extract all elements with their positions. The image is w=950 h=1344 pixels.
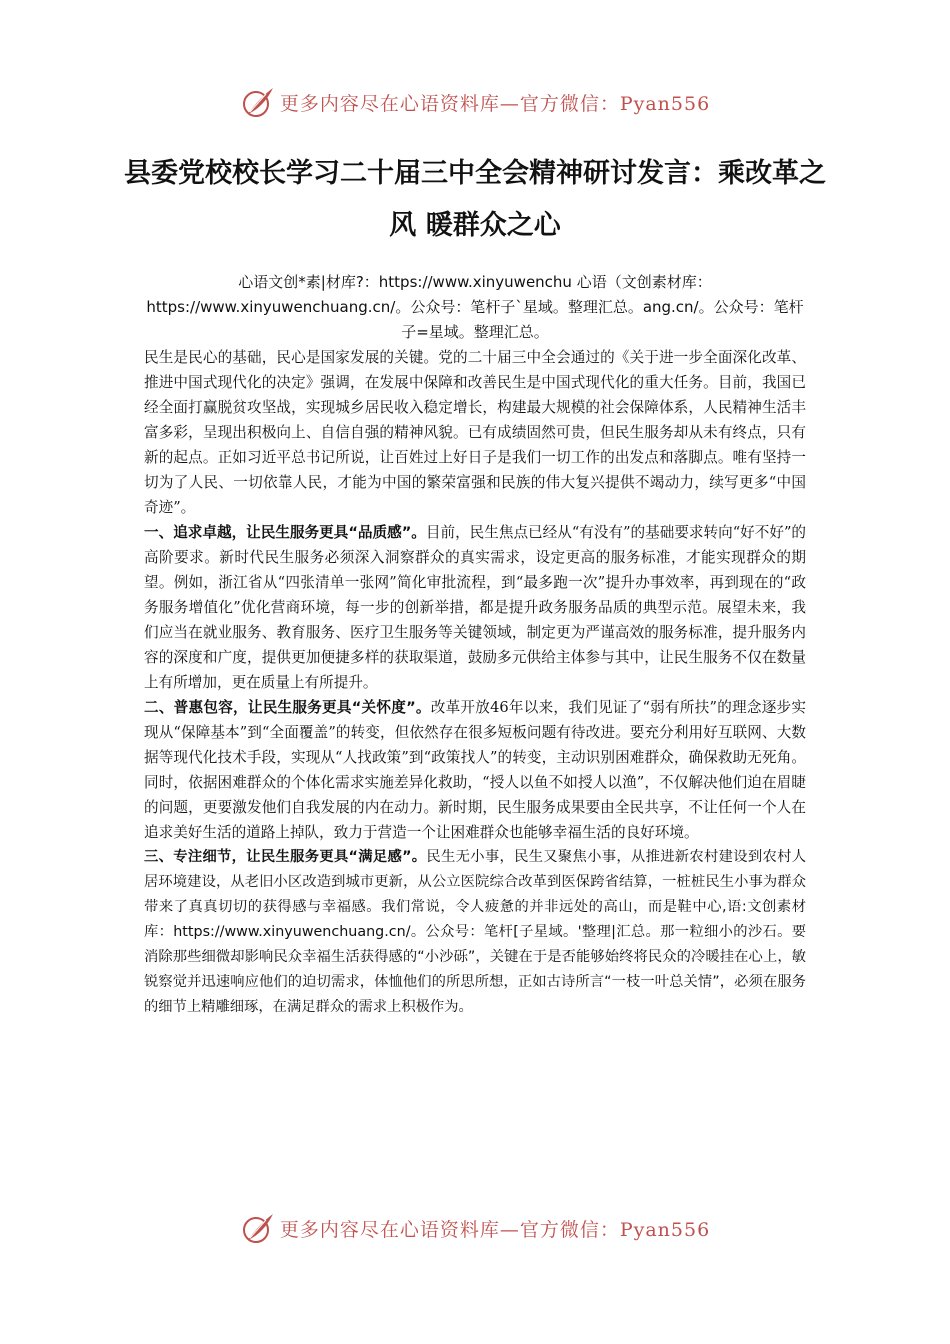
section-3-heading: 三、专注细节，让民生服务更具“满足感”。 <box>144 849 427 865</box>
intro-paragraph: 民生是民心的基础，民心是国家发展的关键。党的二十届三中全会通过的《关于进一步全面深化改革、推进中国式现代化的决定》强调，在发展中保障和改善民生是中国式现代化的重大任务。目前，我国已经全面打赢脱贫攻坚战，实现城乡居民收入稳定增长，构建最大规模的社会保障体系，人民精神生活丰富多彩，呈现出积极向上、自信自强的精神风貌。已有成绩固然可贵，但民生服务却从未有终点，只有新的起点。正如习近平总书记所说，让百姓过上好日子是我们一切工作的出发点和落脚点。唯有坚持一切为了人民、一切依靠人民，才能为中国的繁荣富强和民族的伟大复兴提供不竭动力，续写更多“中国奇迹”。 <box>144 349 806 516</box>
section-1-heading: 一、追求卓越，让民生服务更具“品质感”。 <box>144 524 426 541</box>
footer-banner <box>0 1208 950 1248</box>
header-banner <box>0 82 950 122</box>
section-3-text: 民生无小事，民生又聚焦小事，从推进新农村建设到农村人居环境建设，从老旧小区改造到城市更新，从公立医院综合改革到医保跨省结算，一桩桩民生小事为群众带来了真真切切的获得感与幸福感。我们常说，令人疲惫的并非远处的高山，而是鞋中心,语:文创素材库：https://www.xinyuwenchuang.cn/。公众号：笔杆[子星域。'整理|汇总。那一粒细小的沙石。要消除那些细微却影响民众幸福生活获得感的“小沙砾”，关键在于是否能够始终将民众的冷暖挂在心上，敏锐察觉并迅速响应他们的迫切需求，体恤他们的所思所想，正如古诗所言“一枝一叶总关情”，必须在服务的细节上精雕细琢，在满足群众的需求上积极作为。 <box>144 849 806 1015</box>
section-1 <box>144 520 806 695</box>
banner-text: 更多内容尽在心语资料库—官方微信：Pyan556 <box>279 1218 711 1241</box>
source-line: 心语文创*素|材库?：https://www.xinyuwenchu 心语（文创素材库：https://www.xinyuwenchuang.cn/。公众号：笔杆子`星域。整理汇总。ang.cn/。公众号：笔杆子=星域。整理汇总。 <box>146 273 804 341</box>
banner-text: 更多内容尽在心语资料库—官方微信：Pyan556 <box>279 92 711 115</box>
section-3 <box>144 845 806 1020</box>
section-2-heading: 二、普惠包容，让民生服务更具“关怀度”。 <box>144 699 431 716</box>
section-1-text: 目前，民生焦点已经从“有没有”的基础要求转向“好不好”的高阶要求。新时代民生服务必须深入洞察群众的真实需求，设定更高的服务标准，才能实现群众的期望。例如，浙江省从“四张清单一张网”简化审批流程，到“最多跑一次”提升办事效率，再到现在的“政务服务增值化”优化营商环境，每一步的创新举措，都是提升政务服务品质的典型示范。展望未来，我们应当在就业服务、教育服务、医疗卫生服务等关键领域，制定更为严谨高效的服务标准，提升服务内容的深度和广度，提供更加便捷多样的获取渠道，鼓励多元供给主体参与其中，让民生服务不仅在数量上有所增加，更在质量上有所提升。 <box>144 524 806 691</box>
quill-feather-logo-icon <box>240 84 276 120</box>
section-2 <box>144 695 806 845</box>
quill-feather-logo-icon <box>240 1210 276 1246</box>
document-body <box>144 345 806 1020</box>
section-2-text: 改革开放46年以来，我们见证了“弱有所扶”的理念逐步实现从“保障基本”到“全面覆盖”的转变，但依然存在很多短板问题有待改进。要充分利用好互联网、大数据等现代化技术手段，实现从“人找政策”到“政策找人”的转变，主动识别困难群众，确保救助无死角。同时，依据困难群众的个体化需求实施差异化救助，“授人以鱼不如授人以渔”，不仅解决他们迫在眉睫的问题，更要激发他们自我发展的内在动力。新时期，民生服务成果要由全民共享，不让任何一个人在追求美好生活的道路上掉队，致力于营造一个让困难群众也能够幸福生活的良好环境。 <box>144 699 806 841</box>
page-title: 县委党校校长学习二十届三中全会精神研讨发言：乘改革之风 暖群众之心 <box>124 158 826 241</box>
